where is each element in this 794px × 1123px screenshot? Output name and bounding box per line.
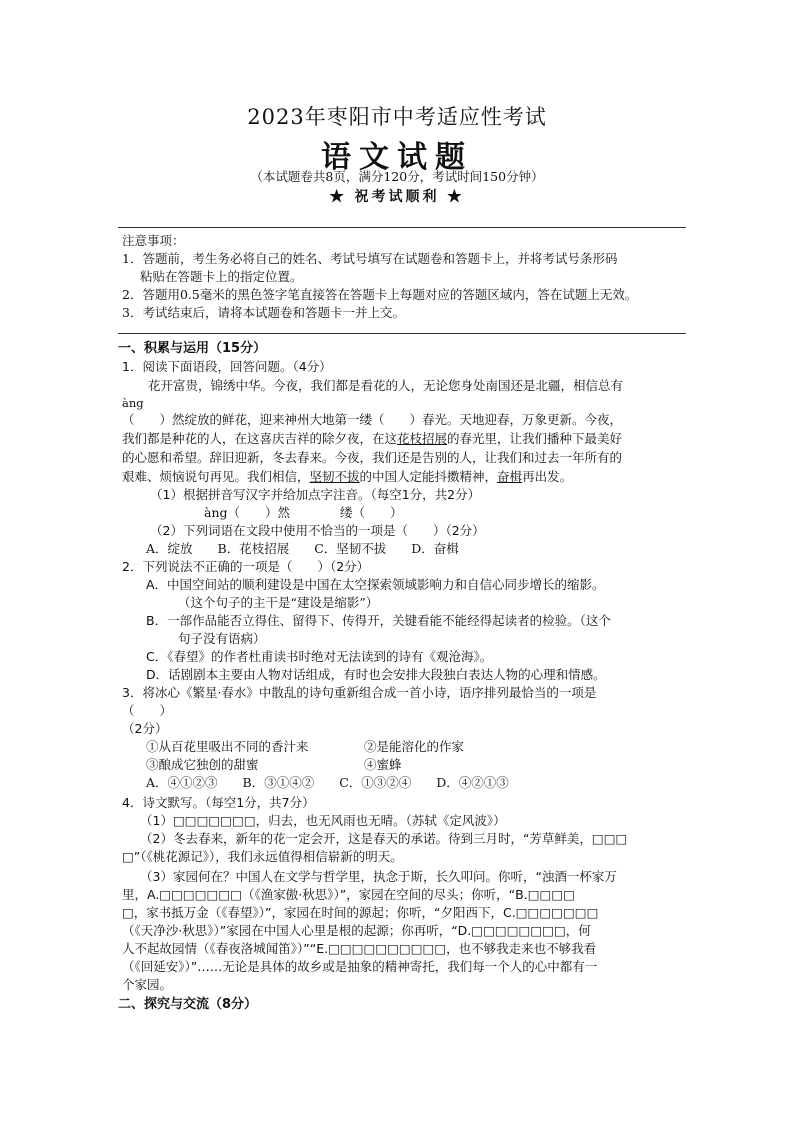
- exam-title: 2023年枣阳市中考适应性考试: [247, 105, 547, 129]
- q2-option-a: A．中国空间站的顺利建设是中国在太空探索领域影响力和自信心同步增长的缩影。: [146, 577, 605, 592]
- passage-line-3: [122, 431, 622, 447]
- blessing-line: ★ 祝考试顺利 ★: [329, 189, 465, 205]
- q4-1: （1）□□□□□□□，归去，也无风雨也无晴。（苏轼《定风波》）: [140, 813, 506, 828]
- underlined-fenji: 奋楫: [497, 469, 523, 484]
- passage-line-4: 的心愿和希望。辞旧迎新，冬去春来。今夜，我们还是告别的人，让我们和过去一年所有的: [122, 450, 623, 465]
- underlined-huazhi: 花枝招展: [397, 431, 448, 446]
- notice-item-2: 2．答题用0.5毫米的黑色签字笔直接答在答题卡上每题对应的答题区域内，答在试题上无效。: [122, 287, 638, 302]
- q4-2-line-2: □”（《桃花源记》），我们永远值得相信崭新的明天。: [122, 849, 403, 864]
- passage-line-2: （ ）然绽放的鲜花，迎来神州大地第一缕（ ）春光。天地迎春，万象更新。今夜，: [122, 412, 623, 427]
- q1-2-options: A．绽放 B．花枝招展 C．坚韧不拔 D．奋楫: [146, 541, 459, 556]
- q4-3-line-7: 个家园。: [122, 977, 173, 992]
- q4-3-line-3: □，家书抵万金（《春望》）”，家园在时间的源起；你听，“夕阳西下，C.□□□□□□□: [122, 905, 599, 920]
- q4-3-line-5: 人不起故园情（《春夜洛城闻笛》）”“E.□□□□□□□□□□，也不够我走来也不够我看: [122, 941, 597, 956]
- passage-line-3-a: 我们都是种花的人，在这喜庆吉祥的除夕夜，在这: [122, 431, 398, 446]
- pinyin-ang: àng: [122, 396, 144, 410]
- q4-3-line-1: （3）家园何在？中国人在文学与哲学里，执念于斯，长久叩问。你听，“浊酒一杯家万: [140, 869, 617, 884]
- notice-item-3: 3．考试结束后，请将本试题卷和答题卡一并上交。: [122, 305, 405, 320]
- notice-title: 注意事项：: [122, 233, 185, 248]
- q1-1-blanks: àng（ ）然 缕（ ）: [204, 505, 403, 520]
- q3-blank: （ ）: [122, 703, 173, 718]
- q3-line-2a: ③酿成它独创的甜蜜: [146, 757, 259, 772]
- section-1-title: 一、积累与运用（15分）: [118, 341, 267, 356]
- q4-3-line-2: 里，A.□□□□□□□（《渔家傲·秋思》）”，家园在空间的尽头；你听，“B.□□□□: [122, 887, 575, 902]
- subject-title: 语文试题: [321, 140, 473, 175]
- passage-line-3-b: 的春光里，让我们播种下最美好: [447, 431, 623, 446]
- q3-stem: 3．将冰心《繁星·春水》中散乱的诗句重新组合成一首小诗，语序排列最恰当的一项是: [122, 685, 597, 700]
- q3-line-1b: ②是能溶化的作家: [364, 739, 465, 754]
- notice-item-1-cont: 粘贴在答题卡上的指定位置。: [140, 269, 303, 284]
- q2-option-d: D．话剧剧本主要由人物对话组成，有时也会安排大段独白表达人物的心理和情感。: [146, 667, 606, 682]
- underlined-jianren: 坚韧不拔: [309, 469, 360, 484]
- q1-1: （1）根据拼音写汉字并给加点字注音。（每空1分，共2分）: [150, 487, 481, 502]
- q3-score: （2分）: [122, 721, 168, 736]
- q4-2-line-1: （2）冬去春来，新年的花一定会开，这是春天的承诺。待到三月时，“芳草鲜美，□□□: [140, 831, 628, 846]
- q4-stem: 4．诗文默写。（每空1分，共7分）: [122, 795, 315, 810]
- q2-option-b: B．一部作品能否立得住、留得下、传得开，关键看能不能经得起读者的检验。（这个: [146, 613, 611, 628]
- q4-3-line-4: （《天净沙·秋思》）”家园在中国人心里是根的起源；你再听，“D.□□□□□□□□，何: [122, 923, 591, 938]
- q3-line-2b: ④蜜蜂: [364, 757, 402, 772]
- notice-divider: [118, 333, 686, 334]
- q2-option-c: C．《春望》的作者杜甫读书时绝对无法读到的诗有《观沧海》。: [146, 649, 493, 664]
- passage-line-5-b: 的中国人定能抖擞精神，: [359, 469, 498, 484]
- q4-3-line-6: （《回延安》）”……无论是具体的故乡或是抽象的精神寄托，我们每一个人的心中都有一: [122, 959, 598, 974]
- section-2-title: 二、探究与交流（8分）: [118, 997, 258, 1012]
- q2-option-a-note: （这个句子的主干是“建设是缩影”）: [178, 595, 379, 610]
- q1-stem: 1．阅读下面语段，回答问题。（4分）: [122, 359, 332, 374]
- top-divider: [118, 227, 686, 228]
- q2-stem: 2．下列说法不正确的一项是（ ）（2分）: [122, 559, 370, 574]
- notice-item-1: 1．答题前，考生务必将自己的姓名、考试号填写在试题卷和答题卡上，并将考试号条形码: [122, 251, 618, 266]
- q2-option-b-note: 句子没有语病）: [178, 631, 266, 646]
- q3-line-1a: ①从百花里吸出不同的香汁来: [146, 739, 309, 754]
- exam-info: （本试题卷共8页，满分120分，考试时间150分钟）: [250, 169, 544, 184]
- q1-2: （2）下列词语在文段中使用不恰当的一项是（ ）（2分）: [150, 523, 485, 538]
- passage-line-5-c: 再出发。: [522, 469, 573, 484]
- passage-line-5: [122, 469, 572, 485]
- passage-line-1: 花开富贵，锦绣中华。今夜，我们都是看花的人，无论您身处南国还是北疆，相信总有: [148, 378, 624, 393]
- passage-line-5-a: 艰难、烦恼说句再见。我们相信，: [122, 469, 310, 484]
- q3-options: A．④①②③ B．③①④② C．①③②④ D．④②①③: [146, 775, 509, 790]
